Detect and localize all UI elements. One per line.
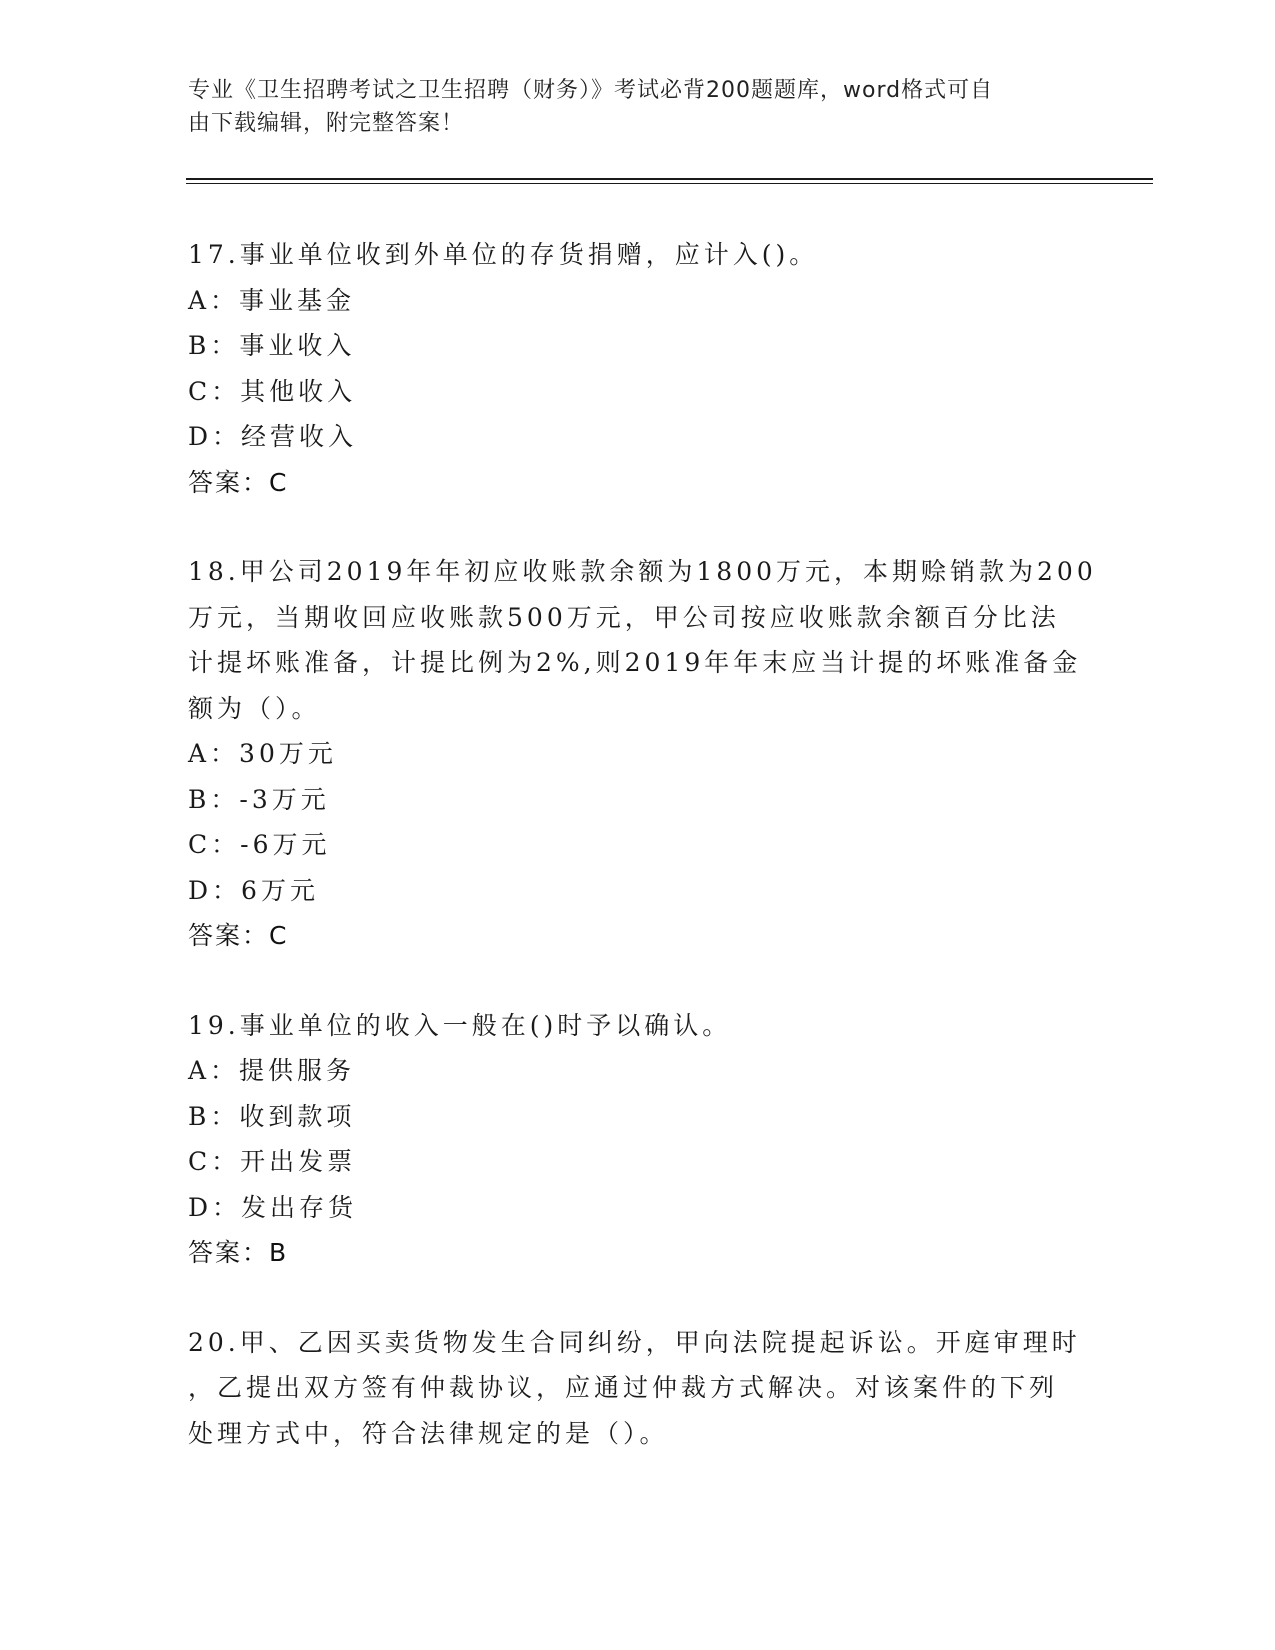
question-stem-line: 处理方式中，符合法律规定的是（）。 (188, 1418, 669, 1448)
question-17 (188, 232, 1088, 505)
header-line-2: 由下载编辑，附完整答案！ (188, 111, 465, 136)
question-18 (188, 549, 1097, 959)
option-b: B：事业收入 (188, 331, 356, 360)
question-stem-line: 18.甲公司2019年年初应收账款余额为1800万元，本期赊销款为200 (188, 557, 1097, 586)
header-divider-thin (186, 183, 1153, 184)
question-stem-line: 20.甲、乙因买卖货物发生合同纠纷，甲向法院提起诉讼。开庭审理时 (188, 1327, 1081, 1357)
answer-line: 答案：C (188, 467, 289, 497)
answer-line: 答案：B (188, 1238, 289, 1267)
option-d: D：经营收入 (188, 422, 358, 451)
header-line-1: 专业《卫生招聘考试之卫生招聘（财务）》考试必背200题题库，word格式可自 (188, 78, 994, 103)
question-stem-line: 万元，当期收回应收账款500万元，甲公司按应收账款余额百分比法 (188, 602, 1060, 632)
question-stem-line: 计提坏账准备，计提比例为2%,则2019年年末应当计提的坏账准备金 (188, 648, 1082, 677)
question-stem-line: 17.事业单位收到外单位的存货捐赠，应计入()。 (188, 240, 819, 269)
answer-line: 答案：C (188, 921, 289, 950)
option-c: C：开出发票 (188, 1147, 357, 1176)
option-c: C：-6万元 (188, 830, 331, 859)
question-20 (188, 1320, 1088, 1457)
question-stem-line: 额为（）。 (188, 693, 321, 723)
question-list (188, 232, 1097, 1500)
option-a: A：提供服务 (188, 1056, 356, 1085)
question-stem-line: 19.事业单位的收入一般在()时予以确认。 (188, 1010, 732, 1040)
option-b: B：收到款项 (188, 1101, 356, 1131)
option-c: C：其他收入 (188, 376, 357, 406)
option-d: D：发出存货 (188, 1192, 358, 1222)
question-19 (188, 1003, 1088, 1276)
option-b: B：-3万元 (188, 784, 330, 814)
option-a: A：30万元 (188, 739, 337, 768)
option-d: D：6万元 (188, 875, 319, 905)
header-divider-thick (186, 178, 1153, 180)
question-stem-line: ，乙提出双方签有仲裁协议，应通过仲裁方式解决。对该案件的下列 (188, 1373, 1059, 1402)
option-a: A：事业基金 (188, 285, 356, 315)
document-header (188, 74, 1088, 140)
